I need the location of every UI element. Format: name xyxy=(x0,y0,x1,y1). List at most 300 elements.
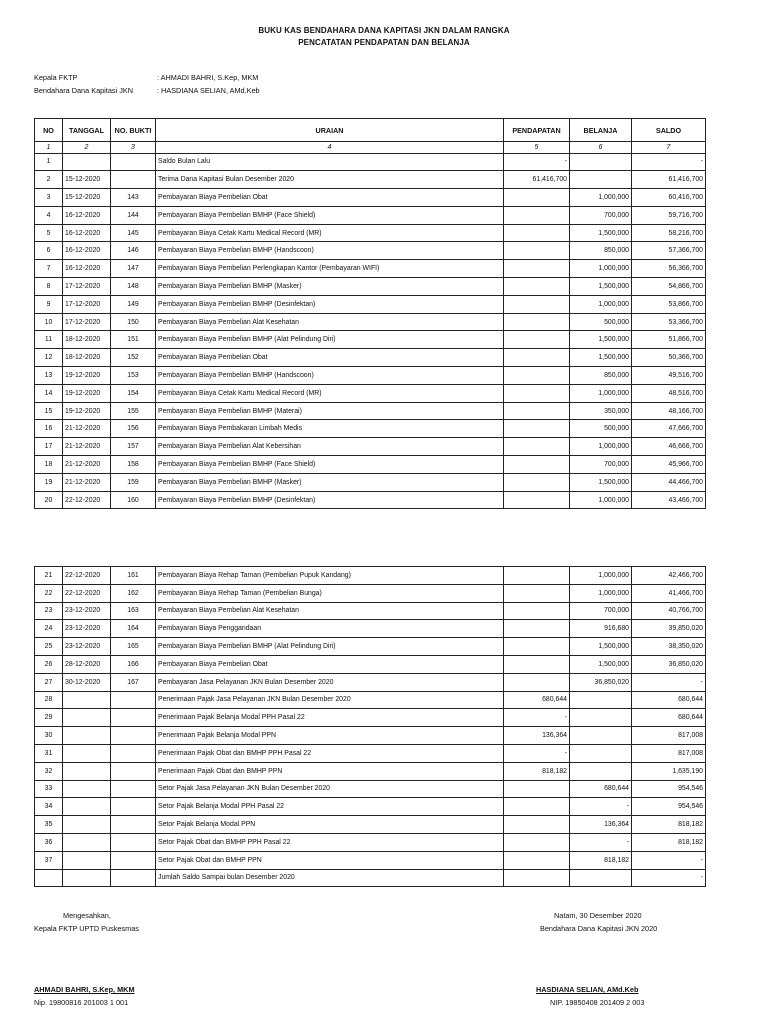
right-signatory-nip: NIP. 19850408 201409 2 003 xyxy=(550,998,645,1007)
cell-pendapatan xyxy=(504,189,570,207)
cell-pendapatan xyxy=(504,567,570,585)
header-no-bukti: NO. BUKTI xyxy=(111,119,156,142)
cell-tanggal: 21-12-2020 xyxy=(63,473,111,491)
kepala-label: Kepala FKTP xyxy=(34,73,78,82)
cell-belanja: 500,000 xyxy=(570,420,632,438)
table-row xyxy=(35,295,706,313)
cell-uraian: Pembayaran Biaya Pembelian BMHP (Face Shield) xyxy=(156,206,504,224)
cell-tanggal: 16-12-2020 xyxy=(63,260,111,278)
cell-no-bukti: 150 xyxy=(111,313,156,331)
cell-belanja: 350,000 xyxy=(570,402,632,420)
cell-belanja: 916,680 xyxy=(570,620,632,638)
cell-pendapatan xyxy=(504,673,570,691)
cell-no: 2 xyxy=(35,171,63,189)
cell-saldo: 41,466,700 xyxy=(632,584,706,602)
cell-uraian: Setor Pajak Belanja Modal PPN xyxy=(156,816,504,834)
cell-belanja: 1,500,000 xyxy=(570,224,632,242)
cell-saldo: 56,366,700 xyxy=(632,260,706,278)
cell-no-bukti: 166 xyxy=(111,655,156,673)
cell-saldo: 954,546 xyxy=(632,780,706,798)
cell-no-bukti: 147 xyxy=(111,260,156,278)
table-row xyxy=(35,171,706,189)
cell-pendapatan xyxy=(504,584,570,602)
colnum-2: 2 xyxy=(63,142,111,154)
cell-pendapatan xyxy=(504,438,570,456)
cell-no-bukti: 151 xyxy=(111,331,156,349)
cell-saldo: 42,466,700 xyxy=(632,567,706,585)
table-row xyxy=(35,869,706,887)
cell-belanja: 1,500,000 xyxy=(570,638,632,656)
cell-uraian: Pembayaran Biaya Rehap Taman (Pembelian Bunga) xyxy=(156,584,504,602)
table-row xyxy=(35,602,706,620)
colnum-4: 4 xyxy=(156,142,504,154)
cell-saldo: 43,466,700 xyxy=(632,491,706,509)
cell-belanja: - xyxy=(570,833,632,851)
cell-no-bukti xyxy=(111,869,156,887)
cell-uraian: Setor Pajak Belanja Modal PPH Pasal 22 xyxy=(156,798,504,816)
bendahara-value: : HASDIANA SELIAN, AMd.Keb xyxy=(157,86,260,95)
cell-saldo: - xyxy=(632,673,706,691)
cell-no: 31 xyxy=(35,744,63,762)
table-row xyxy=(35,491,706,509)
cell-no: 9 xyxy=(35,295,63,313)
cell-uraian: Setor Pajak Obat dan BMHP PPH Pasal 22 xyxy=(156,833,504,851)
table-row xyxy=(35,224,706,242)
cell-no: 27 xyxy=(35,673,63,691)
cell-saldo: 39,850,020 xyxy=(632,620,706,638)
cell-pendapatan xyxy=(504,833,570,851)
cell-no-bukti xyxy=(111,762,156,780)
table-row xyxy=(35,638,706,656)
cell-no: 26 xyxy=(35,655,63,673)
cell-belanja: 1,500,000 xyxy=(570,655,632,673)
header-uraian: URAIAN xyxy=(156,119,504,142)
cell-tanggal xyxy=(63,833,111,851)
table-row xyxy=(35,420,706,438)
cell-belanja: 700,000 xyxy=(570,456,632,474)
document-title-line1: BUKU KAS BENDAHARA DANA KAPITASI JKN DALAM RANGKA xyxy=(258,26,510,35)
cell-tanggal xyxy=(63,816,111,834)
cell-saldo: 57,366,700 xyxy=(632,242,706,260)
cell-saldo: 58,216,700 xyxy=(632,224,706,242)
table-header-row xyxy=(35,119,706,142)
cell-saldo: 817,008 xyxy=(632,744,706,762)
cell-tanggal xyxy=(63,727,111,745)
kepala-value: : AHMADI BAHRI, S.Kep, MKM xyxy=(157,73,259,82)
cell-belanja xyxy=(570,762,632,780)
cell-saldo: - xyxy=(632,851,706,869)
cell-saldo: 54,866,700 xyxy=(632,278,706,296)
cell-tanggal: 19-12-2020 xyxy=(63,402,111,420)
cell-belanja xyxy=(570,744,632,762)
cell-pendapatan xyxy=(504,869,570,887)
cell-belanja: 136,364 xyxy=(570,816,632,834)
cell-uraian: Pembayaran Biaya Pembelian BMHP (Alat Pelindung Diri) xyxy=(156,638,504,656)
cell-saldo: 680,644 xyxy=(632,691,706,709)
header-belanja: BELANJA xyxy=(570,119,632,142)
cell-saldo: 47,666,700 xyxy=(632,420,706,438)
cell-no: 20 xyxy=(35,491,63,509)
cell-tanggal xyxy=(63,798,111,816)
cell-no-bukti: 158 xyxy=(111,456,156,474)
cell-no: 1 xyxy=(35,153,63,171)
cell-no: 6 xyxy=(35,242,63,260)
cell-tanggal: 17-12-2020 xyxy=(63,278,111,296)
ledger-table-part1 xyxy=(34,118,706,509)
cell-no-bukti: 161 xyxy=(111,567,156,585)
left-signatory-nip: Nip. 19800816 201003 1 001 xyxy=(34,998,129,1007)
cell-no-bukti: 148 xyxy=(111,278,156,296)
cell-no-bukti xyxy=(111,798,156,816)
cell-no-bukti: 152 xyxy=(111,349,156,367)
left-signatory-name: AHMADI BAHRI, S.Kep, MKM xyxy=(34,985,135,994)
ledger-table-part2 xyxy=(34,566,706,887)
cell-saldo: 45,966,700 xyxy=(632,456,706,474)
cell-tanggal xyxy=(63,709,111,727)
cell-saldo: 50,366,700 xyxy=(632,349,706,367)
cell-saldo: - xyxy=(632,869,706,887)
cell-no: 32 xyxy=(35,762,63,780)
cell-tanggal: 15-12-2020 xyxy=(63,189,111,207)
cell-tanggal: 23-12-2020 xyxy=(63,620,111,638)
cell-no: 24 xyxy=(35,620,63,638)
cell-pendapatan xyxy=(504,456,570,474)
cell-no-bukti xyxy=(111,780,156,798)
cell-uraian: Pembayaran Biaya Cetak Kartu Medical Record (MR) xyxy=(156,224,504,242)
cell-belanja xyxy=(570,727,632,745)
cell-no: 8 xyxy=(35,278,63,296)
cell-belanja: 1,000,000 xyxy=(570,567,632,585)
cell-pendapatan xyxy=(504,224,570,242)
cell-saldo: 817,008 xyxy=(632,727,706,745)
cell-tanggal: 23-12-2020 xyxy=(63,602,111,620)
approval-title: Kepala FKTP UPTD Puskesmas xyxy=(34,924,139,933)
cell-uraian: Pembayaran Biaya Pembelian BMHP (Masker) xyxy=(156,278,504,296)
cell-no-bukti: 167 xyxy=(111,673,156,691)
cell-belanja: - xyxy=(570,798,632,816)
cell-pendapatan: 61,416,700 xyxy=(504,171,570,189)
cell-pendapatan xyxy=(504,313,570,331)
cell-no: 3 xyxy=(35,189,63,207)
colnum-6: 6 xyxy=(570,142,632,154)
table-row xyxy=(35,655,706,673)
cell-no: 7 xyxy=(35,260,63,278)
cell-uraian: Penerimaan Pajak Jasa Pelayanan JKN Bulan Desember 2020 xyxy=(156,691,504,709)
table-row xyxy=(35,833,706,851)
cell-saldo: 680,644 xyxy=(632,709,706,727)
cell-no: 36 xyxy=(35,833,63,851)
header-tanggal: TANGGAL xyxy=(63,119,111,142)
cell-uraian: Pembayaran Biaya Pembelian Perlengkapan Kantor (Pembayaran WIFI) xyxy=(156,260,504,278)
cell-tanggal: 16-12-2020 xyxy=(63,224,111,242)
cell-pendapatan xyxy=(504,349,570,367)
cell-no: 29 xyxy=(35,709,63,727)
table-row xyxy=(35,798,706,816)
cell-uraian: Pembayaran Biaya Rehap Taman (Pembelian Pupuk Kandang) xyxy=(156,567,504,585)
cell-no-bukti: 155 xyxy=(111,402,156,420)
cell-belanja: 700,000 xyxy=(570,206,632,224)
cell-saldo: 954,546 xyxy=(632,798,706,816)
cell-tanggal: 21-12-2020 xyxy=(63,456,111,474)
cell-tanggal: 22-12-2020 xyxy=(63,491,111,509)
cell-tanggal: 19-12-2020 xyxy=(63,384,111,402)
cell-belanja: 850,000 xyxy=(570,242,632,260)
cell-pendapatan: - xyxy=(504,153,570,171)
cell-uraian: Pembayaran Biaya Pembelian Alat Kesehatan xyxy=(156,313,504,331)
cell-pendapatan xyxy=(504,384,570,402)
cell-tanggal: 22-12-2020 xyxy=(63,584,111,602)
cell-belanja xyxy=(570,709,632,727)
cell-uraian: Penerimaan Pajak Obat dan BMHP PPH Pasal 22 xyxy=(156,744,504,762)
cell-pendapatan xyxy=(504,602,570,620)
cell-pendapatan xyxy=(504,402,570,420)
table-row xyxy=(35,153,706,171)
cell-no-bukti: 165 xyxy=(111,638,156,656)
cell-uraian: Pembayaran Biaya Pembelian BMHP (Handscoon) xyxy=(156,242,504,260)
cell-uraian: Penerimaan Pajak Belanja Modal PPN xyxy=(156,727,504,745)
cell-belanja: 1,500,000 xyxy=(570,278,632,296)
cell-no-bukti: 162 xyxy=(111,584,156,602)
cell-belanja xyxy=(570,691,632,709)
cell-pendapatan xyxy=(504,851,570,869)
cell-tanggal: 21-12-2020 xyxy=(63,438,111,456)
cell-no xyxy=(35,869,63,887)
cell-no-bukti: 157 xyxy=(111,438,156,456)
cell-pendapatan xyxy=(504,331,570,349)
cell-uraian: Pembayaran Biaya Pembelian Alat Kebersihan xyxy=(156,438,504,456)
cell-tanggal xyxy=(63,780,111,798)
cell-no: 10 xyxy=(35,313,63,331)
cell-uraian: Pembayaran Biaya Penggandaan xyxy=(156,620,504,638)
cell-tanggal xyxy=(63,851,111,869)
cell-pendapatan: 680,644 xyxy=(504,691,570,709)
cell-tanggal: 22-12-2020 xyxy=(63,567,111,585)
cell-pendapatan xyxy=(504,780,570,798)
cell-no-bukti xyxy=(111,153,156,171)
cell-pendapatan: 136,364 xyxy=(504,727,570,745)
cell-saldo: 1,635,190 xyxy=(632,762,706,780)
cell-tanggal: 23-12-2020 xyxy=(63,638,111,656)
cell-uraian: Terima Dana Kapitasi Bulan Desember 2020 xyxy=(156,171,504,189)
cell-tanggal: 16-12-2020 xyxy=(63,206,111,224)
ledger-body-part1 xyxy=(35,153,706,509)
cell-uraian: Pembayaran Biaya Pembelian BMHP (Masker) xyxy=(156,473,504,491)
bendahara-label: Bendahara Dana Kapitasi JKN xyxy=(34,86,133,95)
cell-saldo: 59,716,700 xyxy=(632,206,706,224)
treasurer-title: Bendahara Dana Kapitasi JKN 2020 xyxy=(540,924,658,933)
table-row xyxy=(35,584,706,602)
colnum-1: 1 xyxy=(35,142,63,154)
cell-pendapatan xyxy=(504,206,570,224)
cell-uraian: Pembayaran Biaya Pembelian BMHP (Materai) xyxy=(156,402,504,420)
cell-tanggal xyxy=(63,762,111,780)
cell-pendapatan xyxy=(504,260,570,278)
cell-belanja: 1,000,000 xyxy=(570,295,632,313)
table-row xyxy=(35,620,706,638)
cell-pendapatan xyxy=(504,295,570,313)
cell-uraian: Setor Pajak Obat dan BMHP PPN xyxy=(156,851,504,869)
cell-saldo: 818,182 xyxy=(632,816,706,834)
table-row xyxy=(35,744,706,762)
cell-belanja: 850,000 xyxy=(570,367,632,385)
cell-belanja xyxy=(570,153,632,171)
cell-pendapatan xyxy=(504,473,570,491)
cell-no-bukti xyxy=(111,171,156,189)
colnum-7: 7 xyxy=(632,142,706,154)
table-row xyxy=(35,349,706,367)
cell-saldo: 51,866,700 xyxy=(632,331,706,349)
cell-uraian: Pembayaran Biaya Pembelian Obat xyxy=(156,655,504,673)
right-signatory-name: HASDIANA SELIAN, AMd.Keb xyxy=(536,985,639,994)
cell-saldo: 48,166,700 xyxy=(632,402,706,420)
cell-tanggal: 17-12-2020 xyxy=(63,295,111,313)
cell-saldo: 38,350,020 xyxy=(632,638,706,656)
cell-no: 23 xyxy=(35,602,63,620)
table-row xyxy=(35,189,706,207)
table-row xyxy=(35,673,706,691)
cell-belanja xyxy=(570,171,632,189)
cell-pendapatan xyxy=(504,655,570,673)
cell-uraian: Penerimaan Pajak Belanja Modal PPH Pasal 22 xyxy=(156,709,504,727)
cell-no: 5 xyxy=(35,224,63,242)
cell-no-bukti: 144 xyxy=(111,206,156,224)
cell-no-bukti xyxy=(111,744,156,762)
cell-no: 13 xyxy=(35,367,63,385)
cell-no: 16 xyxy=(35,420,63,438)
cell-no-bukti xyxy=(111,816,156,834)
ledger-body-part2 xyxy=(35,567,706,887)
cell-uraian: Pembayaran Biaya Pembakaran Limbah Medis xyxy=(156,420,504,438)
cell-no-bukti xyxy=(111,691,156,709)
cell-no: 21 xyxy=(35,567,63,585)
cell-saldo: 60,416,700 xyxy=(632,189,706,207)
cell-pendapatan xyxy=(504,242,570,260)
cell-no-bukti xyxy=(111,833,156,851)
cell-no: 18 xyxy=(35,456,63,474)
cell-uraian: Pembayaran Biaya Pembelian Alat Kesehatan xyxy=(156,602,504,620)
cell-belanja: 1,500,000 xyxy=(570,473,632,491)
table-row xyxy=(35,438,706,456)
cell-no: 28 xyxy=(35,691,63,709)
cell-no-bukti: 143 xyxy=(111,189,156,207)
cell-tanggal: 18-12-2020 xyxy=(63,331,111,349)
cell-no: 35 xyxy=(35,816,63,834)
cell-pendapatan xyxy=(504,620,570,638)
table-row xyxy=(35,206,706,224)
cell-saldo: 40,766,700 xyxy=(632,602,706,620)
table-row xyxy=(35,313,706,331)
cell-no-bukti xyxy=(111,851,156,869)
cell-no: 25 xyxy=(35,638,63,656)
cell-uraian: Pembayaran Jasa Pelayanan JKN Bulan Desember 2020 xyxy=(156,673,504,691)
cell-belanja: 1,000,000 xyxy=(570,438,632,456)
cell-no: 4 xyxy=(35,206,63,224)
cell-belanja: 1,000,000 xyxy=(570,260,632,278)
header-saldo: SALDO xyxy=(632,119,706,142)
cell-belanja: 818,182 xyxy=(570,851,632,869)
table-row xyxy=(35,567,706,585)
cell-no-bukti xyxy=(111,727,156,745)
cell-no-bukti: 153 xyxy=(111,367,156,385)
table-row xyxy=(35,456,706,474)
cell-no: 17 xyxy=(35,438,63,456)
cell-no-bukti: 149 xyxy=(111,295,156,313)
cell-uraian: Pembayaran Biaya Pembelian BMHP (Desinfektan) xyxy=(156,295,504,313)
table-row xyxy=(35,367,706,385)
cell-no: 12 xyxy=(35,349,63,367)
cell-tanggal: 16-12-2020 xyxy=(63,242,111,260)
cell-belanja: 680,644 xyxy=(570,780,632,798)
cell-belanja: 36,850,020 xyxy=(570,673,632,691)
cell-saldo: 46,666,700 xyxy=(632,438,706,456)
cell-pendapatan xyxy=(504,798,570,816)
place-date: Natam, 30 Desember 2020 xyxy=(554,911,642,920)
header-pendapatan: PENDAPATAN xyxy=(504,119,570,142)
cell-tanggal: 30-12-2020 xyxy=(63,673,111,691)
cell-no: 22 xyxy=(35,584,63,602)
cell-no-bukti xyxy=(111,709,156,727)
cell-uraian: Pembayaran Biaya Pembelian Obat xyxy=(156,349,504,367)
column-number-row xyxy=(35,142,706,154)
cell-saldo: 44,466,700 xyxy=(632,473,706,491)
cell-saldo: 53,366,700 xyxy=(632,313,706,331)
cell-belanja: 1,000,000 xyxy=(570,189,632,207)
cell-pendapatan xyxy=(504,638,570,656)
cell-tanggal: 21-12-2020 xyxy=(63,420,111,438)
cell-tanggal: 28-12-2020 xyxy=(63,655,111,673)
cell-belanja: 1,000,000 xyxy=(570,491,632,509)
cell-no-bukti: 145 xyxy=(111,224,156,242)
cell-no-bukti: 156 xyxy=(111,420,156,438)
cell-uraian: Pembayaran Biaya Pembelian BMHP (Face Shield) xyxy=(156,456,504,474)
cell-pendapatan xyxy=(504,367,570,385)
cell-uraian: Penerimaan Pajak Obat dan BMHP PPN xyxy=(156,762,504,780)
cell-no: 34 xyxy=(35,798,63,816)
cell-no-bukti: 160 xyxy=(111,491,156,509)
cell-no-bukti: 164 xyxy=(111,620,156,638)
table-row xyxy=(35,278,706,296)
table-row xyxy=(35,473,706,491)
cell-tanggal: 18-12-2020 xyxy=(63,349,111,367)
cell-tanggal: 17-12-2020 xyxy=(63,313,111,331)
colnum-3: 3 xyxy=(111,142,156,154)
cell-no: 19 xyxy=(35,473,63,491)
table-row xyxy=(35,780,706,798)
table-row xyxy=(35,242,706,260)
cell-saldo: 49,516,700 xyxy=(632,367,706,385)
cell-no-bukti: 146 xyxy=(111,242,156,260)
cell-pendapatan xyxy=(504,278,570,296)
cell-saldo: 36,850,020 xyxy=(632,655,706,673)
table-row xyxy=(35,851,706,869)
cell-belanja: 1,500,000 xyxy=(570,331,632,349)
cell-no: 15 xyxy=(35,402,63,420)
cell-uraian: Jumlah Saldo Sampai bulan Desember 2020 xyxy=(156,869,504,887)
cell-uraian: Setor Pajak Jasa Pelayanan JKN Bulan Desember 2020 xyxy=(156,780,504,798)
cell-tanggal xyxy=(63,691,111,709)
cell-tanggal xyxy=(63,869,111,887)
cell-pendapatan: - xyxy=(504,709,570,727)
cell-no: 33 xyxy=(35,780,63,798)
cell-uraian: Pembayaran Biaya Pembelian BMHP (Handscoon) xyxy=(156,367,504,385)
cell-uraian: Pembayaran Biaya Cetak Kartu Medical Record (MR) xyxy=(156,384,504,402)
cell-no: 14 xyxy=(35,384,63,402)
cell-saldo: - xyxy=(632,153,706,171)
cell-belanja: 500,000 xyxy=(570,313,632,331)
cell-no: 30 xyxy=(35,727,63,745)
cell-belanja: 1,000,000 xyxy=(570,584,632,602)
cell-belanja: 1,500,000 xyxy=(570,349,632,367)
